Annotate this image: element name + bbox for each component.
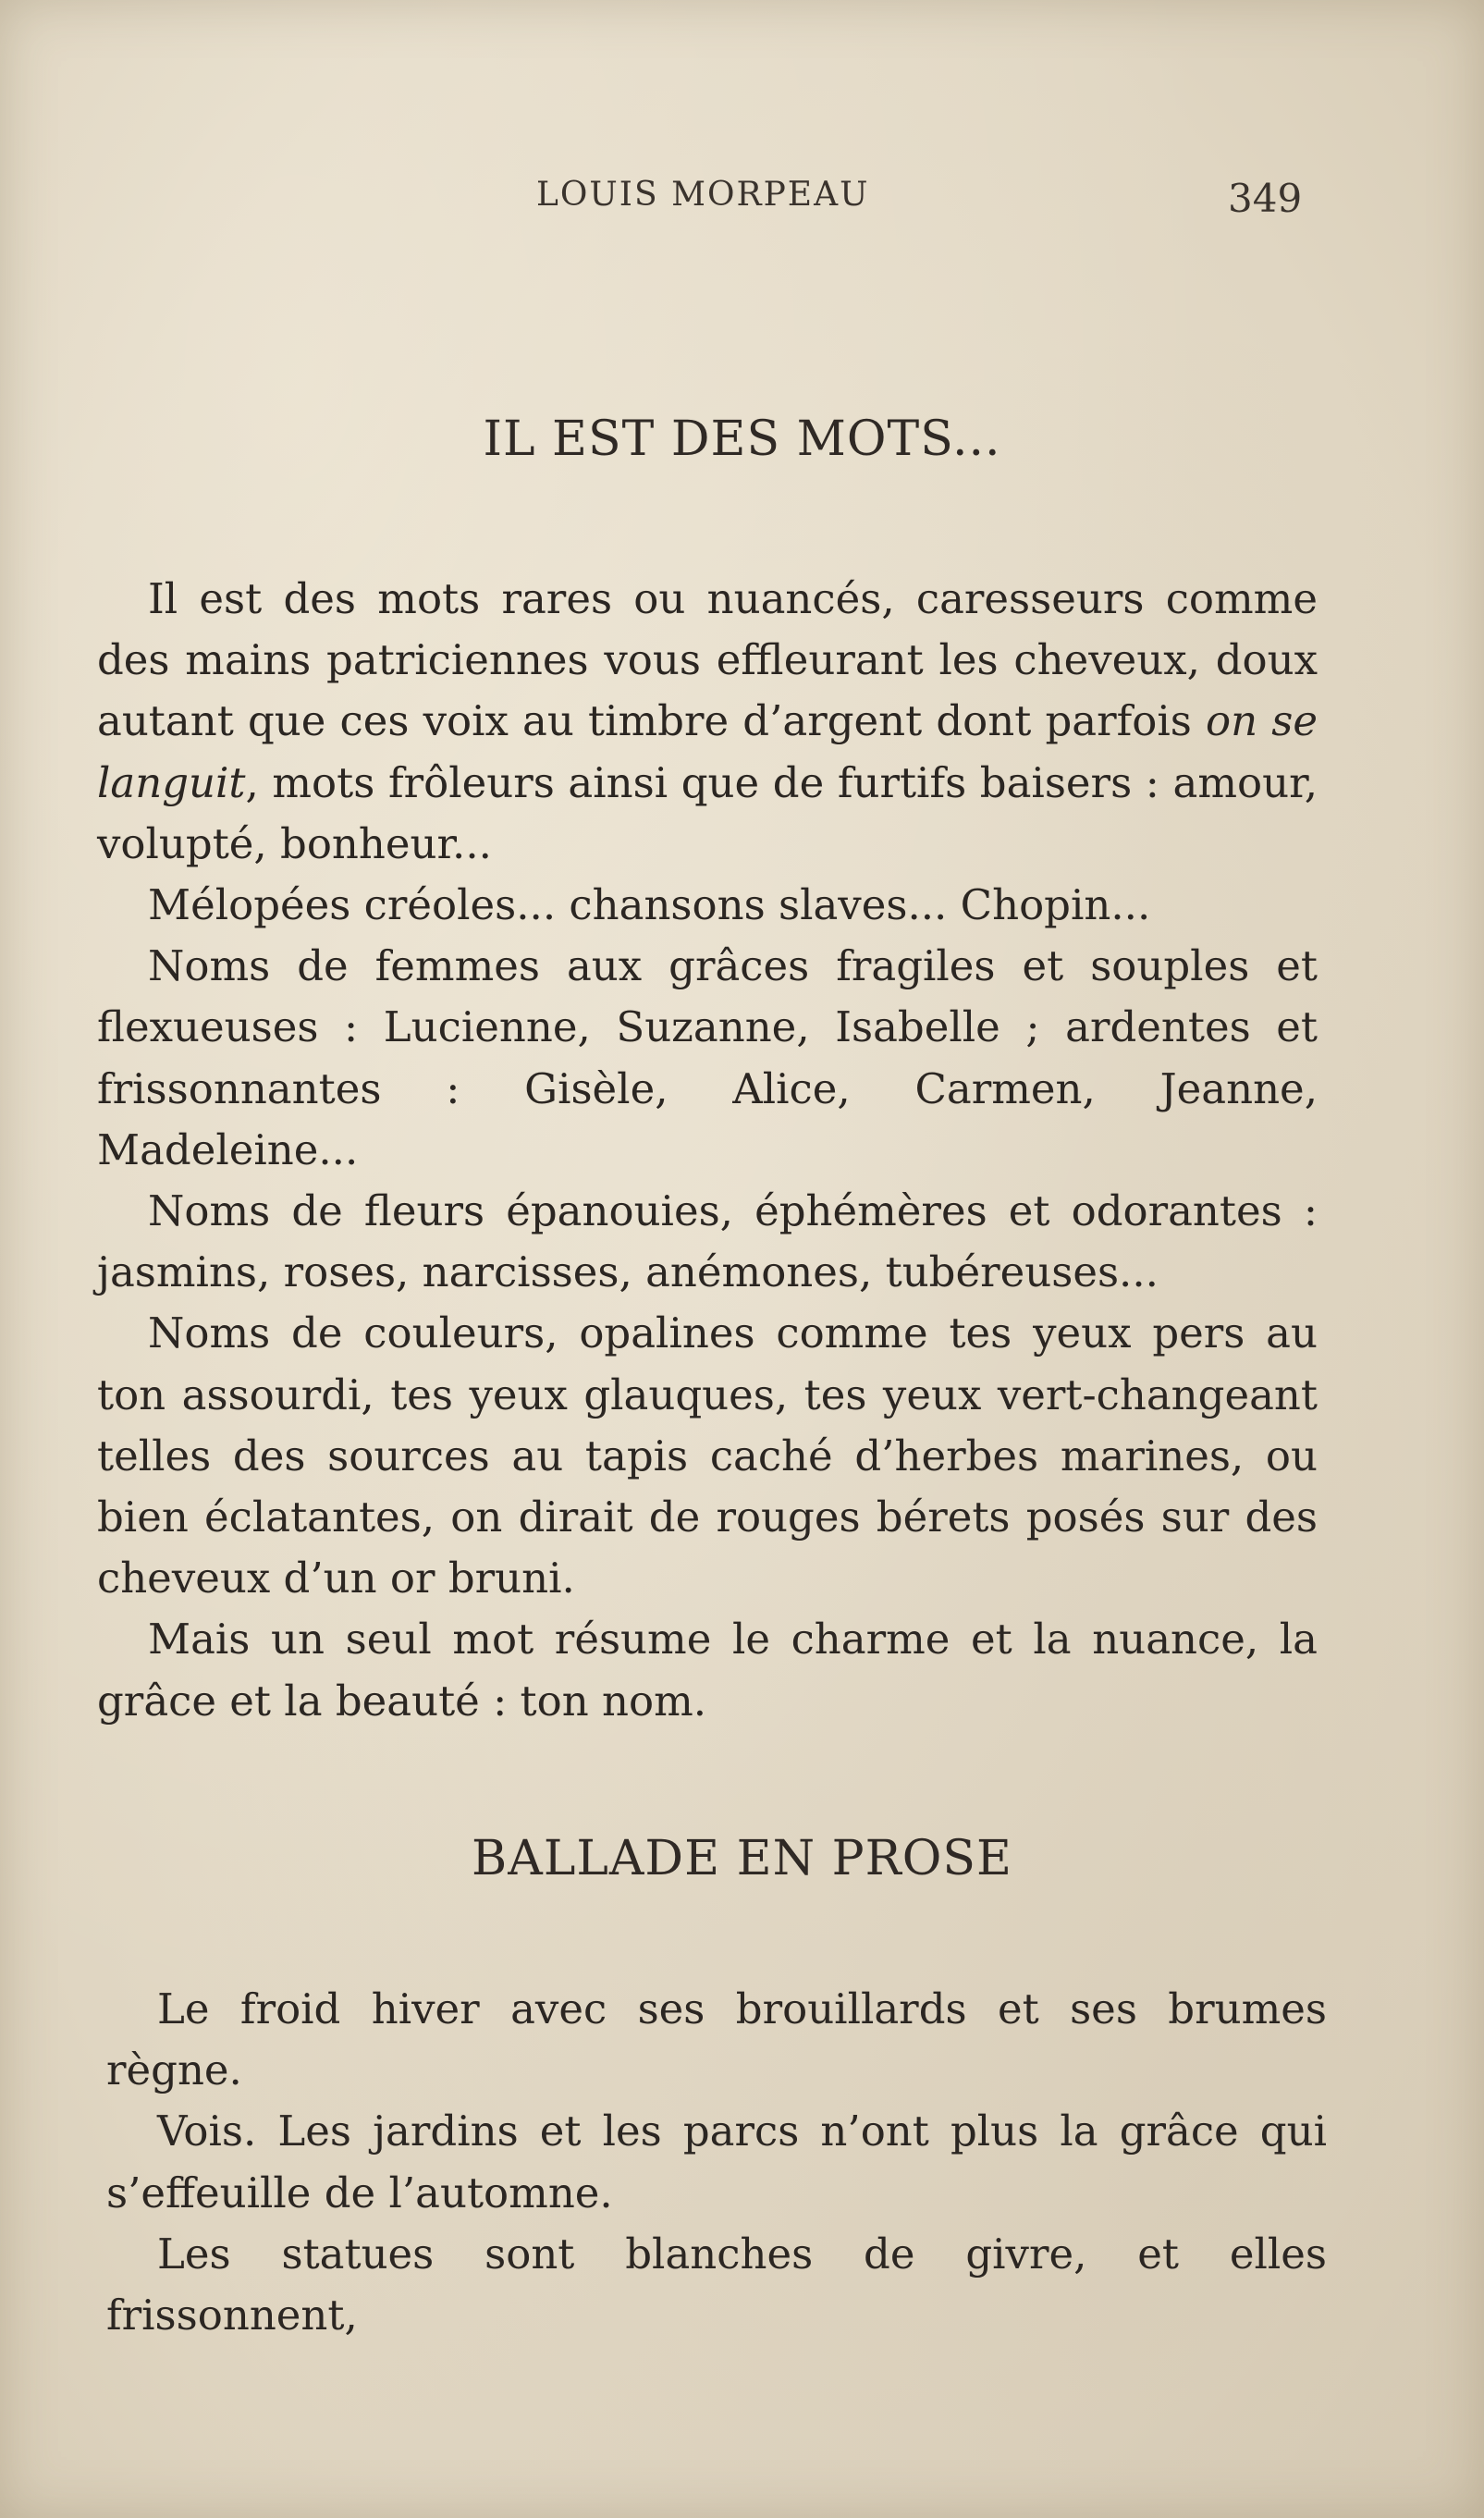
paragraph-text: Il est des mots rares ou nuancés, caresseurs comme des mains patriciennes vous effleurant les cheveux, doux autant que ces voix au timbre d’argent dont parfois [97, 574, 1318, 746]
paragraph: Noms de couleurs, opalines comme tes yeux pers au ton assourdi, tes yeux glauques, tes yeux vert-changeant telles des sources au tapis caché d’herbes marines, ou bien éclatantes, on dirait de rouges bérets posés sur des cheveux d’un or bruni. [97, 1308, 1318, 1603]
paragraph [97, 569, 1318, 875]
paragraph: Les statues sont blanches de givre, et elles frissonnent, [106, 2229, 1327, 2340]
paragraph: Mais un seul mot résume le charme et la nuance, la grâce et la beauté : ton nom. [97, 1615, 1318, 1726]
paragraph: Noms de fleurs épanouies, éphémères et odorantes : jasmins, roses, narcisses, anémones, tubéreuses... [97, 1186, 1318, 1297]
paragraph-text: , mots frôleurs ainsi que de furtifs baisers : amour, volupté, bonheur... [97, 757, 1318, 868]
italic-phrase: on se languit [97, 696, 1318, 807]
paragraph: Mélopées créoles... chansons slaves... Chopin... [148, 880, 1151, 930]
running-head-author: LOUIS MORPEAU [536, 176, 870, 214]
page-number: 349 [1228, 176, 1303, 221]
section-title-ballade-en-prose: BALLADE EN PROSE [472, 1831, 1012, 1886]
section-title-il-est-des-mots: IL EST DES MOTS... [483, 411, 1001, 467]
paragraph: Noms de femmes aux grâces fragiles et souples et flexueuses : Lucienne, Suzanne, Isabelle ; ardentes et frissonnantes : Gisèle, Alice, Carmen, Jeanne, Madeleine... [97, 941, 1318, 1174]
paragraph: Le froid hiver avec ses brouillards et ses brumes règne. [106, 1984, 1327, 2095]
paragraph: Vois. Les jardins et les parcs n’ont plus la grâce qui s’effeuille de l’automne. [106, 2107, 1327, 2217]
section-body-ballade-en-prose [106, 1979, 1327, 2346]
section-body-il-est-des-mots [97, 569, 1318, 1732]
